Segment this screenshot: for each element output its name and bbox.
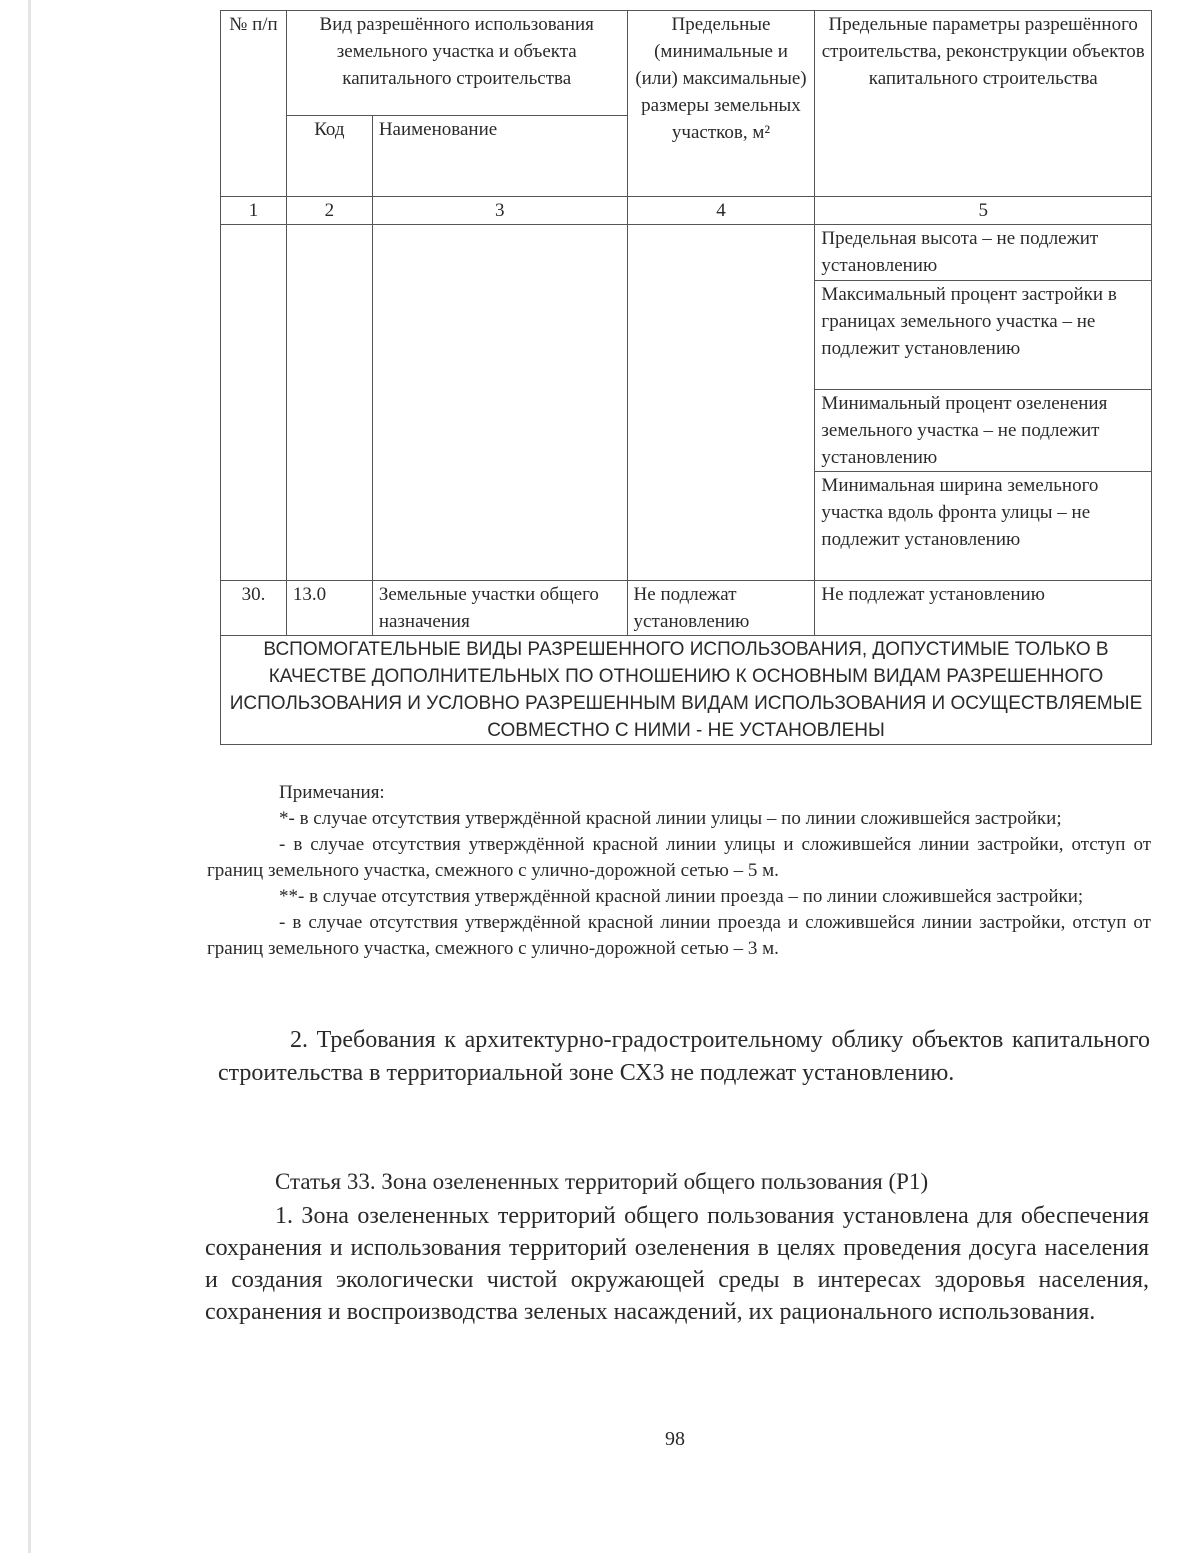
table-row [221,225,1152,281]
note-item: - в случае отсутствия утверждённой красной линии проезда и сложившейся линии застройки, отступ от границ земельного участка, смежного с улично-дорожной сетью – 3 м. [207,912,1151,959]
param-cell: Минимальный процент озеленения земельного участка – не подлежит установлению [815,390,1152,472]
notes-title: Примечания: [279,782,385,803]
table-header-row [221,11,1152,116]
col-number: 1 [221,197,287,225]
param-cell: Предельная высота – не подлежит установлению [815,225,1152,281]
paragraph-2 [218,1024,1150,1090]
row-number: 30. [221,581,287,636]
paragraph-2-text: 2. Требования к архитектурно-градостроительному облику объектов капитального строительства в территориальной зоне СХ3 не подлежат установлению. [218,1027,1150,1086]
article-paragraph [205,1200,1149,1328]
note-item: *- в случае отсутствия утверждённой красной линии улицы – по линии сложившейся застройки; [279,808,1062,829]
header-number: № п/п [221,11,287,197]
scan-edge [28,0,31,1553]
param-cell: Максимальный процент застройки в границах земельного участка – не подлежит установлению [815,281,1152,390]
page-number: 98 [665,1428,685,1450]
note-item: **- в случае отсутствия утверждённой красной линии проезда – по линии сложившейся застройки; [279,886,1084,907]
notes [207,780,1151,962]
header-use-type: Вид разрешённого использования земельного участка и объекта капитального строительства [286,11,627,116]
article-paragraph-text: 1. Зона озелененных территорий общего пользования установлена для обеспечения сохранения и использования территорий озеленения в целях проведения досуга населения и создания экологически чистой окружающей среды в интересах здоровья населения, сохранения и воспроизводства зеленых насаждений, их рационального использования. [205,1203,1149,1325]
header-build-params: Предельные параметры разрешённого строительства, реконструкции объектов капитального строительства [815,11,1152,197]
row-size: Не подлежат установлению [627,581,815,636]
row-name: Земельные участки общего назначения [372,581,627,636]
col-number: 5 [815,197,1152,225]
header-name: Наименование [372,116,627,197]
table-row [221,581,1152,636]
col-number: 4 [627,197,815,225]
article-title: Статья 33. Зона озелененных территорий общего пользования (Р1) [275,1169,929,1194]
column-number-row [221,197,1152,225]
col-number: 3 [372,197,627,225]
zoning-table [220,10,1152,745]
aux-banner-row [221,636,1152,745]
col-number: 2 [286,197,372,225]
param-cell: Минимальная ширина земельного участка вдоль фронта улицы – не подлежит установлению [815,472,1152,581]
row-params: Не подлежат установлению [815,581,1152,636]
row-code: 13.0 [286,581,372,636]
aux-banner: ВСПОМОГАТЕЛЬНЫЕ ВИДЫ РАЗРЕШЕННОГО ИСПОЛЬЗОВАНИЯ, ДОПУСТИМЫЕ ТОЛЬКО В КАЧЕСТВЕ ДОПОЛНИТЕЛЬНЫХ ПО ОТНОШЕНИЮ К ОСНОВНЫМ ВИДАМ РАЗРЕШЕННОГО ИСПОЛЬЗОВАНИЯ И УСЛОВНО РАЗРЕШЕННЫМ ВИДАМ ИСПОЛЬЗОВАНИЯ И ОСУЩЕСТВЛЯЕМЫЕ СОВМЕСТНО С НИМИ - НЕ УСТАНОВЛЕНЫ [221,636,1152,745]
header-plot-size: Предельные (минимальные и (или) максимальные) размеры земельных участков, м² [627,11,815,197]
note-item: - в случае отсутствия утверждённой красной линии улицы и сложившейся линии застройки, отступ от границ земельного участка, смежного с улично-дорожной сетью – 5 м. [207,834,1151,881]
header-code: Код [286,116,372,197]
